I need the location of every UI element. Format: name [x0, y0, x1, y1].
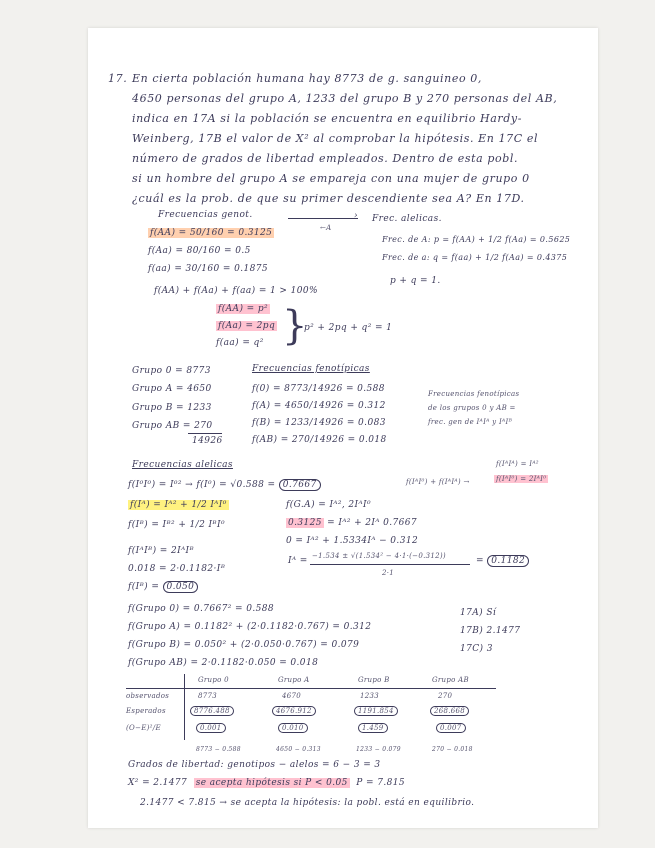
problem-line-7: ¿cuál es la prob. de que su primer descendiente sea A? En 17D.	[132, 192, 525, 205]
answer-17c: 17C) 3	[460, 644, 493, 654]
theoretical-row-2: f(A) = 4650/14926 = 0.312	[252, 401, 386, 411]
arrow-line	[288, 218, 358, 219]
fraction-line	[310, 564, 470, 565]
theoretical-note-2: de los grupos 0 y AB =	[428, 404, 516, 412]
table-footnote: 1233 − 0.079	[356, 746, 401, 753]
arrow-label: ←A	[320, 224, 332, 232]
answer-17a: 17A) Sí	[460, 608, 497, 618]
problem-number: 17.	[108, 72, 128, 85]
theoretical-note-1: Frecuencias fenotípicas	[428, 390, 520, 398]
ab-line-2: 0.018 = 2·0.1182·Iᴮ	[128, 564, 226, 574]
theoretical-row-1: f(0) = 8773/14926 = 0.588	[252, 384, 385, 394]
table-row-observed-label: observados	[126, 692, 170, 700]
expected-row-2: f(Grupo A) = 0.1182² + (2·0.1182·0.767) = 0.312	[128, 622, 372, 632]
chi-square-table	[126, 674, 506, 754]
gA-line-2: 0.3125 = Iᴬ² + 2Iᴬ 0.7667	[288, 518, 418, 528]
theoretical-row-3: f(B) = 1233/14926 = 0.083	[252, 418, 386, 428]
quad-numerator: −1.534 ± √(1.534² − 4·1·(−0.312))	[312, 552, 446, 560]
allelic-freq-title: Frec. alelicas.	[372, 214, 442, 224]
table-row-chi-label: (O−E)²/E	[126, 724, 161, 732]
group-total: 14926	[192, 436, 223, 446]
table-divider	[184, 674, 185, 740]
table-footnote: 270 − 0.018	[432, 746, 473, 753]
table-cell: 8773	[198, 692, 218, 700]
allelic-line-1: f(I⁰I⁰) = I⁰² → f(I⁰) = √0.588 = 0.7667	[128, 480, 321, 490]
table-row-expected-label: Esperados	[126, 707, 166, 715]
quad-denominator: 2·1	[382, 569, 395, 577]
ab-line-1: f(IᴬIᴮ) = 2IᴬIᴮ	[128, 546, 195, 556]
expected-row-1: f(Grupo 0) = 0.7667² = 0.588	[128, 604, 274, 614]
genotype-row-1: f(AA) = 50/160 = 0.3125	[150, 228, 273, 238]
table-cell: 4676.912	[272, 707, 316, 715]
group-row-1: Grupo 0 = 8773	[132, 366, 211, 376]
table-cell: 0.001	[196, 724, 226, 732]
table-header-gA: Grupo A	[278, 676, 310, 684]
table-header-gAB: Grupo AB	[432, 676, 469, 684]
table-cell: 1233	[360, 692, 380, 700]
table-cell: 270	[438, 692, 453, 700]
table-header-gB: Grupo B	[358, 676, 390, 684]
degrees-of-freedom: Grados de libertad: genotipos − alelos = 6 − 3 = 3	[128, 760, 381, 770]
group-row-2: Grupo A = 4650	[132, 384, 212, 394]
table-cell: 0.007	[436, 724, 466, 732]
arrow-head-icon: ›	[354, 211, 358, 221]
problem-line-2: 4650 personas del grupo A, 1233 del grupo B y 270 personas del AB,	[132, 92, 558, 105]
expected-row-4: f(Grupo AB) = 2·0.1182·0.050 = 0.018	[128, 658, 319, 668]
gA-line-3: 0 = Iᴬ² + 1.5334Iᴬ − 0.312	[286, 536, 419, 546]
chi-square-line: X² = 2.1477 se acepta hipótesis si P < 0.05 P = 7.815	[128, 778, 405, 788]
table-header-line	[126, 688, 496, 689]
hw-row-2: f(Aa) = 2pq	[218, 321, 276, 331]
ab-line-3: f(Iᴮ) = 0.050	[128, 582, 198, 592]
table-cell: 1191.854	[354, 707, 398, 715]
problem-line-6: si un hombre del grupo A se empareja con una mujer de grupo 0	[132, 172, 530, 185]
expected-row-3: f(Grupo B) = 0.050² + (2·0.050·0.767) = 0.079	[128, 640, 360, 650]
allelic-line-3: f(Iᴮ) = Iᴮ² + 1/2 IᴮI⁰	[128, 520, 225, 530]
side-top: f(IᴬIᴬ) = Iᴬ²	[496, 460, 539, 468]
quad-lhs: Iᴬ =	[288, 556, 308, 566]
allelic-freq-A: Frec. de A: p = f(AA) + 1/2 f(Aa) = 0.5625	[382, 235, 571, 244]
allelic-title: Frecuencias alelicas	[132, 460, 233, 470]
table-header-g0: Grupo 0	[198, 676, 229, 684]
problem-line-5: número de grados de libertad empleados. Dentro de esta pobl.	[132, 152, 519, 165]
allelic-freq-a: Frec. de a: q = f(aa) + 1/2 f(Aa) = 0.4375	[382, 253, 568, 262]
hw-row-1: f(AA) = p²	[218, 304, 268, 314]
problem-line-3: indica en 17A si la población se encuentra en equilibrio Hardy-	[132, 112, 523, 125]
table-cell: 268.668	[430, 707, 469, 715]
group-row-4: Grupo AB = 270	[132, 421, 213, 431]
table-footnote: 4650 − 0.313	[276, 746, 321, 753]
notebook-page	[88, 28, 598, 828]
side-left: f(IᴬI⁰) + f(IᴬIᴬ) →	[406, 478, 470, 486]
theoretical-title: Frecuencias fenotípicas	[252, 364, 370, 374]
genotype-sum: f(AA) + f(Aa) + f(aa) = 1 > 100%	[154, 286, 318, 296]
theoretical-row-4: f(AB) = 270/14926 = 0.018	[252, 435, 387, 445]
hw-equation: p² + 2pq + q² = 1	[304, 323, 393, 333]
table-cell: 1.459	[358, 724, 388, 732]
side-bottom: f(IᴬI⁰) = 2IᴬI⁰	[496, 475, 547, 483]
quad-result: = 0.1182	[476, 556, 529, 566]
answer-17b: 17B) 2.1477	[460, 626, 521, 636]
gA-line-1: f(G.A) = Iᴬ², 2IᴬI⁰	[286, 500, 371, 510]
final-conclusion: 2.1477 < 7.815 → se acepta la hipótesis: la pobl. está en equilibrio.	[140, 798, 475, 808]
genotype-row-3: f(aa) = 30/160 = 0.1875	[148, 264, 268, 274]
sum-line	[188, 433, 222, 434]
table-cell: 4670	[282, 692, 302, 700]
table-cell: 0.010	[278, 724, 308, 732]
group-row-3: Grupo B = 1233	[132, 403, 212, 413]
genotype-freq-title: Frecuencias genot.	[158, 210, 253, 220]
genotype-row-2: f(Aa) = 80/160 = 0.5	[148, 246, 251, 256]
table-footnote: 8773 − 0.588	[196, 746, 241, 753]
brace-icon: }	[282, 303, 308, 349]
allelic-freq-sum: p + q = 1.	[390, 276, 441, 286]
hw-row-3: f(aa) = q²	[216, 338, 264, 348]
table-cell: 8776.488	[190, 707, 234, 715]
theoretical-note-3: frec. gen de IᴬIᴬ y IᴬIᴮ	[428, 418, 513, 426]
allelic-line-2: f(Iᴬ) = Iᴬ² + 1/2 IᴬI⁰	[130, 500, 227, 510]
problem-line-1: En cierta población humana hay 8773 de g. sanguineo 0,	[132, 72, 482, 85]
problem-line-4: Weinberg, 17B el valor de X² al comprobar la hipótesis. En 17C el	[132, 132, 539, 145]
